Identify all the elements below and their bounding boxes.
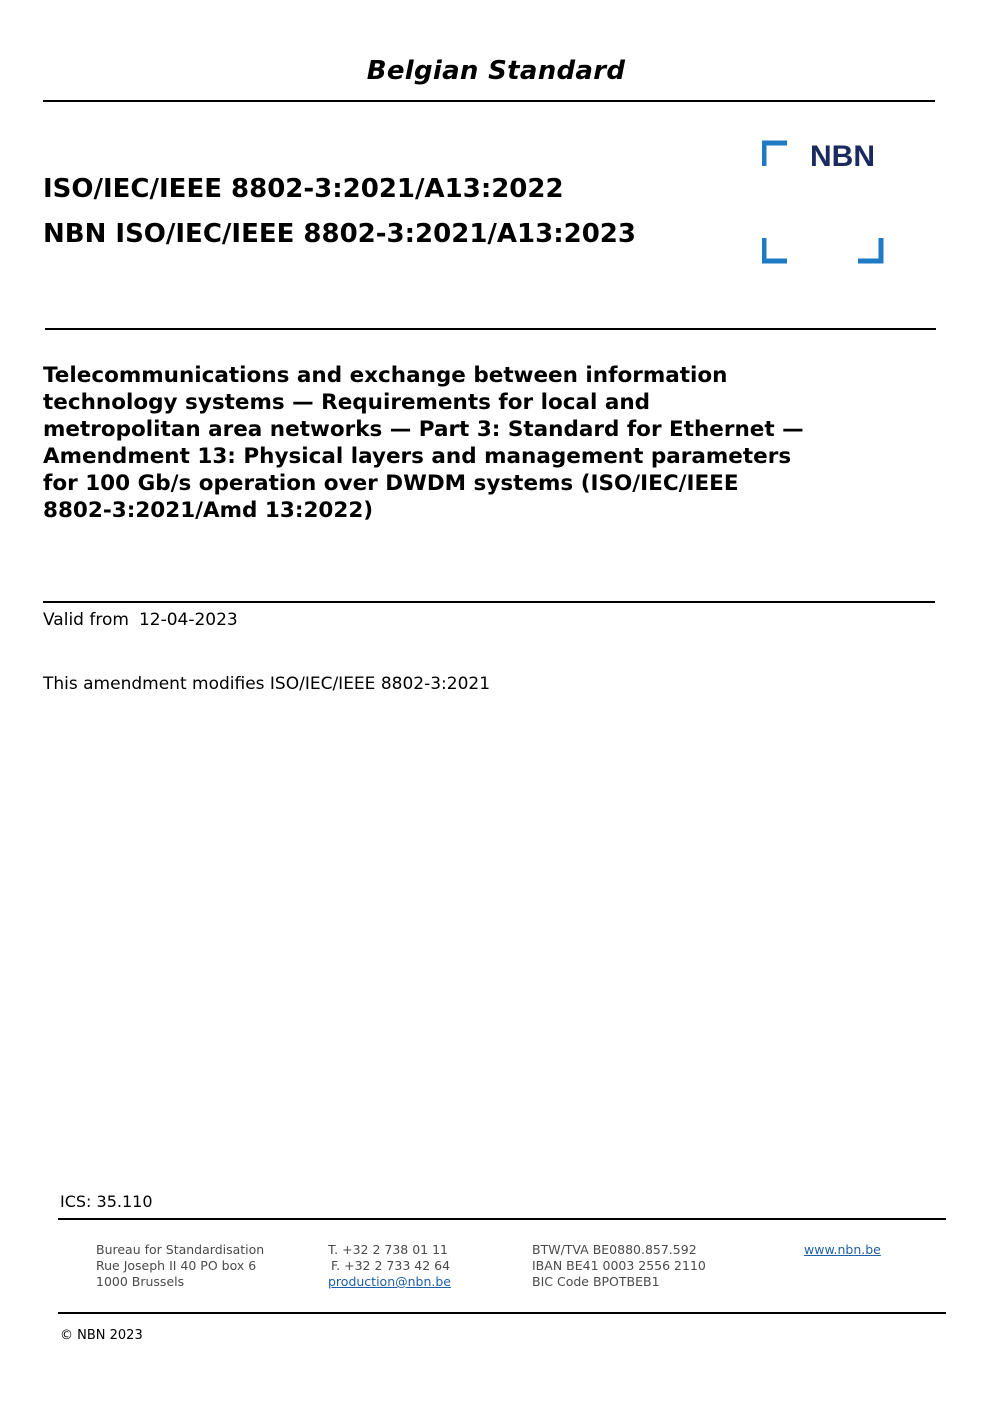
title-line: 8802-3:2021/Amd 13:2022): [43, 498, 374, 523]
logo-corner-bottom-left: [764, 238, 787, 261]
phone-number: T. +32 2 738 01 11: [328, 1242, 448, 1257]
header-title: Belgian Standard: [366, 56, 626, 86]
title-line: Telecommunications and exchange between information: [43, 363, 728, 388]
fax-number: F. +32 2 733 42 64: [331, 1258, 451, 1273]
nbn-logo: [762, 140, 884, 264]
title-line: metropolitan area networks — Part 3: Standard for Ethernet —: [43, 417, 804, 442]
title-line: technology systems — Requirements for local and: [43, 390, 651, 415]
amendment-note: This amendment modifies ISO/IEC/IEEE 8802-3:2021: [43, 674, 491, 694]
header-divider: [43, 100, 935, 102]
iban-number: IBAN BE41 0003 2556 2110: [532, 1258, 706, 1273]
section-divider-top: [45, 328, 936, 330]
footer-address: [96, 1242, 264, 1290]
address-line: Rue Joseph II 40 PO box 6: [96, 1258, 257, 1273]
footer-contact: [328, 1242, 451, 1290]
validity-date: 12-04-2023: [138, 610, 238, 630]
title-line: Amendment 13: Physical layers and management parameters: [43, 444, 792, 469]
copyright-notice: © NBN 2023: [60, 1328, 143, 1343]
footer-divider-bottom: [58, 1312, 946, 1314]
address-line: 1000 Brussels: [96, 1274, 185, 1289]
email-link[interactable]: production@nbn.be: [328, 1274, 451, 1289]
logo-corner-bottom-right: [858, 238, 881, 261]
bic-code: BIC Code BPOTBEB1: [532, 1274, 660, 1289]
title-line: for 100 Gb/s operation over DWDM systems (ISO/IEC/IEEE: [43, 471, 739, 496]
validity-label: Valid from: [43, 610, 129, 630]
standard-code-nbn: NBN ISO/IEC/IEEE 8802-3:2021/A13:2023: [43, 219, 636, 249]
footer-divider-top: [58, 1218, 946, 1220]
website-link[interactable]: www.nbn.be: [804, 1242, 881, 1257]
ics-code: ICS: 35.110: [60, 1192, 153, 1211]
logo-corner-top-left: [764, 143, 787, 166]
footer-website: [804, 1242, 881, 1258]
vat-number: BTW/TVA BE0880.857.592: [532, 1242, 697, 1257]
footer-bank-details: [532, 1242, 706, 1290]
section-divider-middle: [43, 601, 935, 603]
standard-code-iso: ISO/IEC/IEEE 8802-3:2021/A13:2022: [43, 174, 564, 204]
document-title: [43, 362, 903, 524]
logo-text: NBN: [810, 140, 875, 173]
validity-line: [43, 610, 238, 630]
address-line: Bureau for Standardisation: [96, 1242, 265, 1257]
